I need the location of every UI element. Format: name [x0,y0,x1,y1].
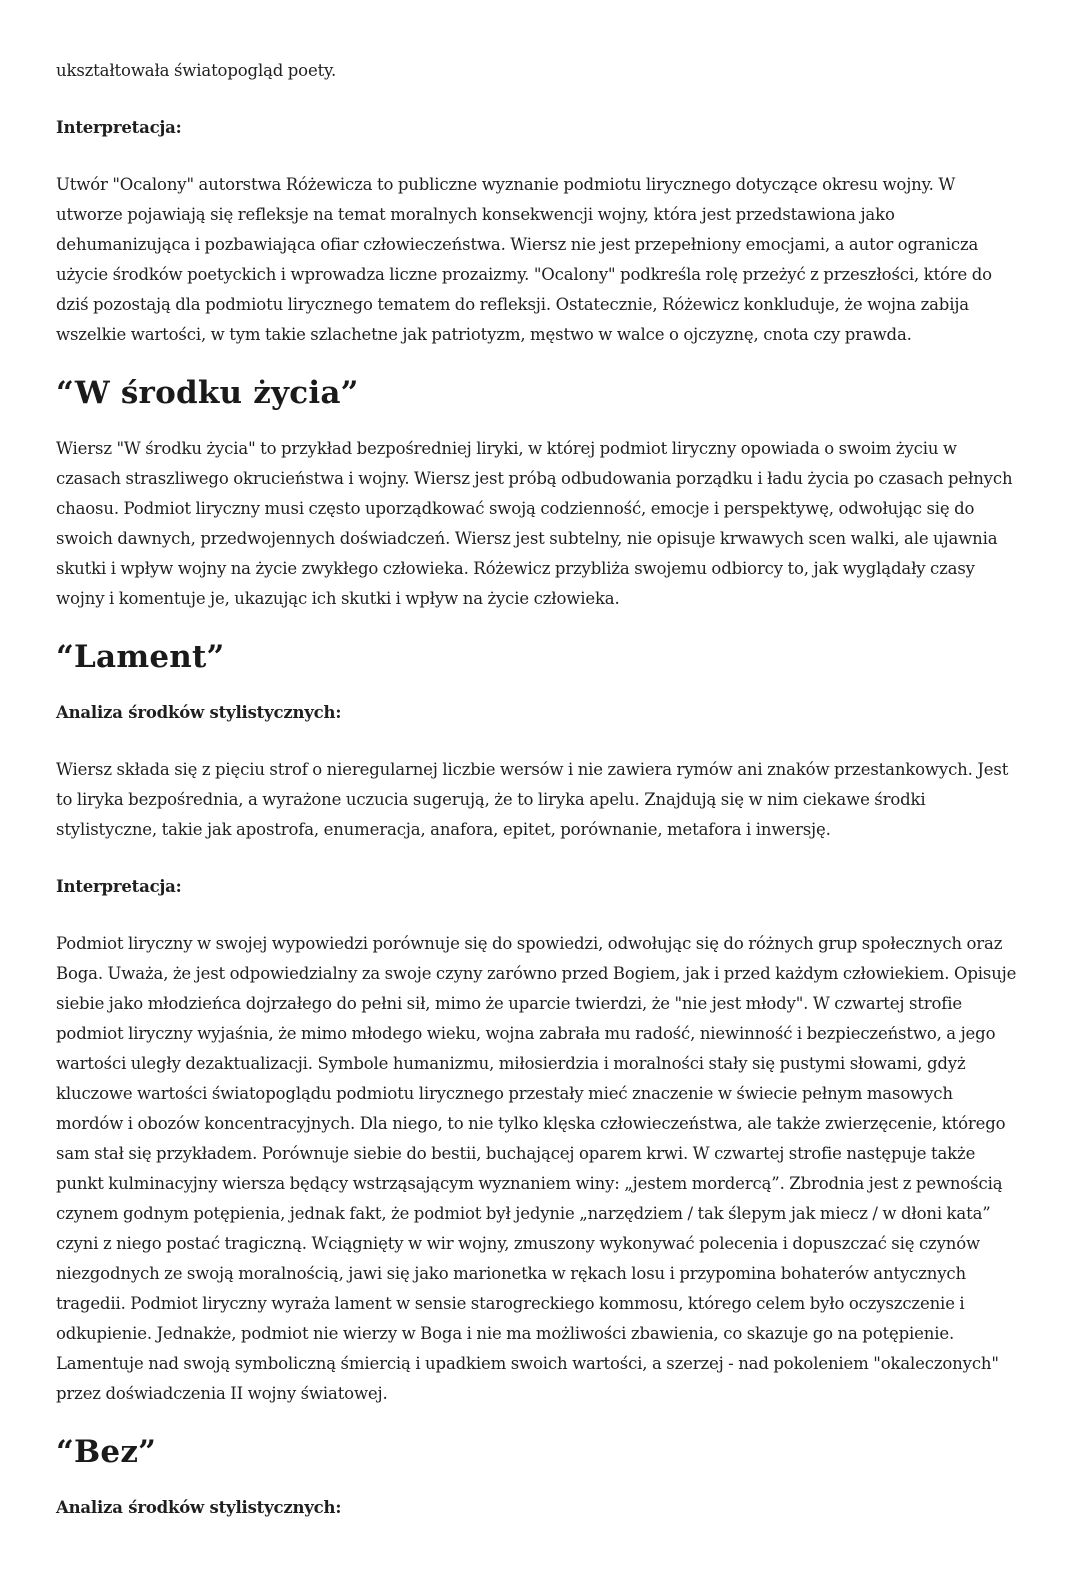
label-analiza-srodkow: Analiza środków stylistycznych: [56,703,342,722]
heading-bez: “Bez” [56,1434,157,1470]
label-interpretacja: Interpretacja: [56,118,182,137]
document-page [56,56,1024,1523]
heading-w-srodku-zycia: “W środku życia” [56,375,359,411]
paragraph-lament-interpretacja: Podmiot liryczny w swojej wypowiedzi porównuje się do spowiedzi, odwołując się do różnych grup społecznych oraz Boga. Uważa, że jest odpowiedzialny za swoje czyny zarówno przed Bogiem, jak i przed każdym człowiekiem. Opisuje siebie jako młodzieńca dojrzałego do pełni sił, mimo że uparcie twierdzi, że "nie jest młody". W czwartej strofie podmiot liryczny wyjaśnia, że mimo młodego wieku, wojna zabrała mu radość, niewinność i bezpieczeństwo, a jego wartości uległy dezaktualizacji. Symbole humanizmu, miłosierdzia i moralności stały się pustymi słowami, gdyż kluczowe wartości światopoglądu podmiotu lirycznego przestały mieć znaczenie w świecie pełnym masowych mordów i obozów koncentracyjnych. Dla niego, to nie tylko klęska człowieczeństwa, ale także zwierzęcenie, którego sam stał się przykładem. Porównuje siebie do bestii, buchającej oparem krwi. W czwartej strofie następuje także punkt kulminacyjny wiersza będący wstrząsającym wyznaniem winy: „jestem mordercą”. Zbrodnia jest z pewnością czynem godnym potępienia, jednak fakt, że podmiot był jedynie „narzędziem / tak ślepym jak miecz / w dłoni kata” czyni z niego postać tragiczną. Wciągnięty w wir wojny, zmuszony wykonywać polecenia i dopuszczać się czynów niezgodnych ze swoją moralnością, jawi się jako marionetka w rękach losu i przypomina bohaterów antycznych tragedii. Podmiot liryczny wyraża lament w sensie starogreckiego kommosu, którego celem było oczyszczenie i odkupienie. Jednakże, podmiot nie wierzy w Boga i nie ma możliwości zbawienia, co skazuje go na potępienie. Lamentuje nad swoją symboliczną śmiercią i upadkiem swoich wartości, a szerzej - nad pokoleniem "okaleczonych" przez doświadczenia II wojny światowej. [56,934,1017,1403]
label-analiza-srodkow: Analiza środków stylistycznych: [56,1498,342,1517]
heading-lament: “Lament” [56,639,225,675]
paragraph-lament-analiza: Wiersz składa się z pięciu strof o nieregularnej liczbie wersów i nie zawiera rymów ani znaków przestankowych. Jest to liryka bezpośrednia, a wyrażone uczucia sugerują, że to liryka apelu. Znajdują się w nim ciekawe środki stylistyczne, takie jak apostrofa, enumeracja, anafora, epitet, porównanie, metafora i inwersję. [56,760,1009,839]
paragraph-ocalony-interpretacja: Utwór "Ocalony" autorstwa Różewicza to publiczne wyznanie podmiotu lirycznego dotyczące okresu wojny. W utworze pojawiają się refleksje na temat moralnych konsekwencji wojny, która jest przedstawiona jako dehumanizująca i pozbawiająca ofiar człowieczeństwa. Wiersz nie jest przepełniony emocjami, a autor ogranicza użycie środków poetyckich i wprowadza liczne prozaizmy. "Ocalony" podkreśla rolę przeżyć z przeszłości, które do dziś pozostają dla podmiotu lirycznego tematem do refleksji. Ostatecznie, Różewicz konkluduje, że wojna zabija wszelkie wartości, w tym takie szlachetne jak patriotyzm, męstwo w walce o ojczyznę, cnota czy prawda. [56,175,992,344]
label-interpretacja: Interpretacja: [56,877,182,896]
paragraph-intro-end: ukształtowała światopogląd poety. [56,61,337,80]
paragraph-w-srodku-zycia: Wiersz "W środku życia" to przykład bezpośredniej liryki, w której podmiot liryczny opowiada o swoim życiu w czasach straszliwego okrucieństwa i wojny. Wiersz jest próbą odbudowania porządku i ładu życia po czasach pełnych chaosu. Podmiot liryczny musi często uporządkować swoją codzienność, emocje i perspektywę, odwołując się do swoich dawnych, przedwojennych doświadczeń. Wiersz jest subtelny, nie opisuje krwawych scen walki, ale ujawnia skutki i wpływ wojny na życie zwykłego człowieka. Różewicz przybliża swojemu odbiorcy to, jak wyglądały czasy wojny i komentuje je, ukazując ich skutki i wpływ na życie człowieka. [56,439,1013,608]
